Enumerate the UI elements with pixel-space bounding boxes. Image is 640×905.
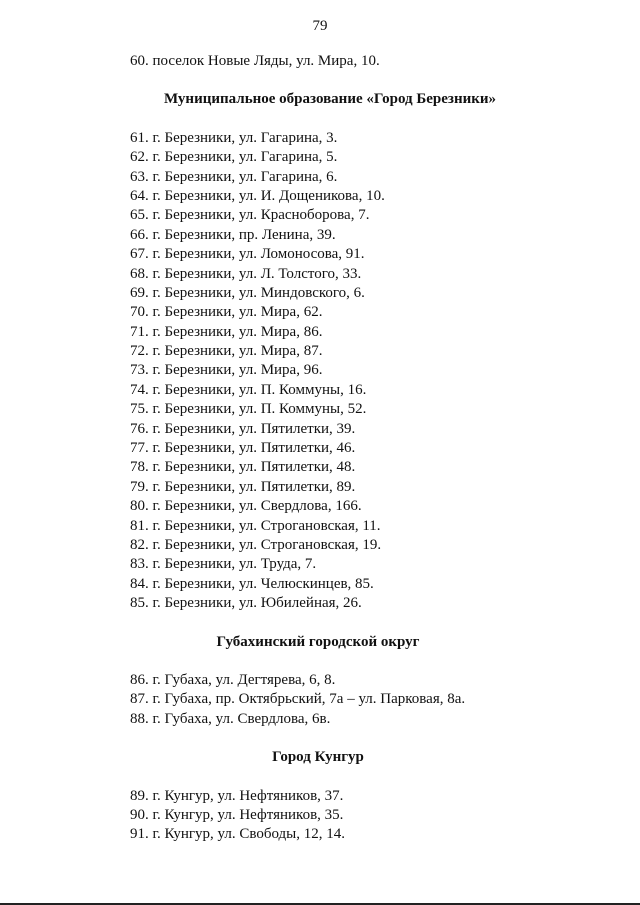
list-item: 85. г. Березники, ул. Юбилейная, 26. [130,595,362,612]
list-item: 91. г. Кунгур, ул. Свободы, 12, 14. [130,826,345,843]
page-number: 79 [312,18,328,34]
list-item: 75. г. Березники, ул. П. Коммуны, 52. [130,401,367,418]
list-item: 90. г. Кунгур, ул. Нефтяников, 35. [130,806,344,823]
section-heading: Губахинский городской округ [216,633,420,650]
section-list [130,787,600,845]
section-heading: Муниципальное образование «Город Березники» [163,91,497,108]
list-item: 69. г. Березники, ул. Миндовского, 6. [130,284,365,301]
list-item: 82. г. Березники, ул. Строгановская, 19. [130,536,382,553]
list-item: 64. г. Березники, ул. И. Дощеникова, 10. [130,187,385,204]
list-item: 62. г. Березники, ул. Гагарина, 5. [130,149,338,166]
list-item: 70. г. Березники, ул. Мира, 62. [130,304,323,321]
list-item: 67. г. Березники, ул. Ломоносова, 91. [130,246,365,263]
list-item: 73. г. Березники, ул. Мира, 96. [130,362,323,379]
list-item: 60. поселок Новые Ляды, ул. Мира, 10. [130,53,380,69]
list-item: 72. г. Березники, ул. Мира, 87. [130,343,323,360]
list-item: 68. г. Березники, ул. Л. Толстого, 33. [130,265,362,282]
list-item: 81. г. Березники, ул. Строгановская, 11. [130,517,381,534]
list-item: 61. г. Березники, ул. Гагарина, 3. [130,129,338,146]
list-item: 79. г. Березники, ул. Пятилетки, 89. [130,478,356,495]
section-list [130,129,600,614]
list-item: 74. г. Березники, ул. П. Коммуны, 16. [130,381,367,398]
list-item: 80. г. Березники, ул. Свердлова, 166. [130,498,362,515]
document-body [130,52,600,845]
list-item: 65. г. Березники, ул. Красноборова, 7. [130,207,370,224]
list-item: 63. г. Березники, ул. Гагарина, 6. [130,168,338,185]
list-item: 78. г. Березники, ул. Пятилетки, 48. [130,459,356,476]
list-item: 88. г. Губаха, ул. Свердлова, 6в. [130,710,331,727]
list-item: 89. г. Кунгур, ул. Нефтяников, 37. [130,787,344,804]
list-item: 86. г. Губаха, ул. Дегтярева, 6, 8. [130,671,336,688]
section-heading: Город Кунгур [272,749,364,766]
list-item: 66. г. Березники, пр. Ленина, 39. [130,226,336,243]
section-list [130,671,600,729]
list-item: 76. г. Березники, ул. Пятилетки, 39. [130,420,356,437]
list-item: 83. г. Березники, ул. Труда, 7. [130,556,317,573]
list-item: 77. г. Березники, ул. Пятилетки, 46. [130,440,356,457]
list-item: 84. г. Березники, ул. Челюскинцев, 85. [130,575,374,592]
list-item: 71. г. Березники, ул. Мира, 86. [130,323,323,340]
list-item: 87. г. Губаха, пр. Октябрьский, 7а – ул. Парковая, 8а. [130,691,466,708]
